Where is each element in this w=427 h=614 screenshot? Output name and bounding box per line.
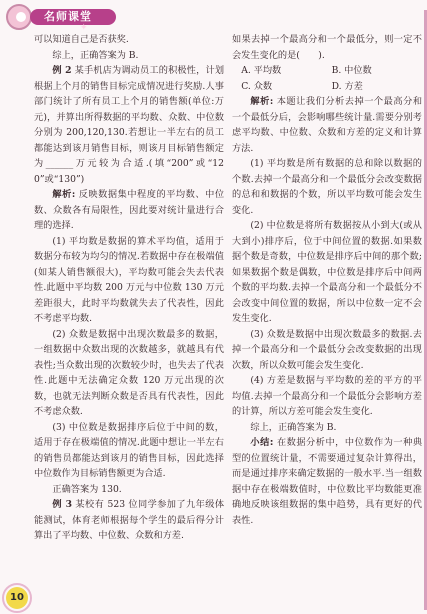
paragraph-text: 综上，正确答案为 B. bbox=[52, 49, 139, 61]
analysis-label: 解析: bbox=[250, 96, 274, 107]
paragraph-text: 本题让我们分析去掉一个最高分和一个最低分后，会影响哪些统计量.需要分别考虑平均数、中位数、众数和方差的定义和计算方法. bbox=[232, 96, 423, 154]
brand-banner bbox=[30, 9, 116, 33]
analysis-label: 解析: bbox=[52, 189, 76, 200]
paragraph-text: 某手机店为调动员工的积极性，计划根据上个月的销售目标完成情况进行奖励.人事部门统计了所有员工上个月的销售额(单位:万元)，并算出所得数据的平均数、众数、中位数分别为 200,120,130.若想让一半左右的员工都能达到该月销售目标，则该月目标销售额定为______万元较为合适.(填“200”或“120”或“130”) bbox=[34, 65, 225, 185]
brand-mascot-icon bbox=[6, 4, 32, 30]
paragraph-text: 如果去掉一个最高分和一个最低分，则一定不会发生变化的是( ). bbox=[232, 34, 422, 61]
option-item: B. 中位数 bbox=[331, 65, 372, 76]
paragraph-text: (4) 方差是数据与平均数的差的平方的平均值.去掉一个最高分和一个最低分会影响方差的计算，所以方差可能会发生变化. bbox=[232, 375, 422, 417]
paragraph-text: 反映数据集中程度的平均数、中位数、众数各有局限性，因此要对统计量进行合理的选择. bbox=[34, 189, 225, 231]
answer-options bbox=[241, 63, 422, 94]
summary-paragraph bbox=[232, 435, 422, 528]
paragraph-text: (1) 平均数是数据的算术平均值，适用于数据分布较为均匀的情况.若数据中存在极端值(如某人销售额很大)，平均数可能会失去代表性.此题中平均数 200 万元与中位数 130 万元差距很大，此时平均数就失去了代表性，因此不考虑平均数. bbox=[34, 235, 224, 324]
body-paragraph bbox=[34, 48, 224, 64]
paragraph-text: 综上，正确答案为 B. bbox=[250, 421, 337, 433]
example-paragraph bbox=[34, 497, 224, 544]
body-paragraph bbox=[232, 32, 422, 63]
paragraph-text: 可以知道自己是否获奖. bbox=[34, 34, 129, 45]
body-paragraph bbox=[34, 420, 224, 482]
analysis-paragraph bbox=[232, 94, 422, 156]
paragraph-text: (2) 众数是数据中出现次数最多的数据，一组数据中众数出现的次数越多，就越具有代表性;当众数出现的次数较少时，也失去了代表性.此题中无法确定众数 120 万元出现的次数，也就无法判断众数是否具有代表性，因此不考虑众数. bbox=[34, 328, 224, 417]
option-item: C. 众数 bbox=[241, 80, 273, 92]
body-paragraph bbox=[232, 327, 422, 374]
body-paragraph bbox=[34, 32, 224, 48]
body-paragraph bbox=[232, 373, 422, 420]
paragraph-text: (1) 平均数是所有数据的总和除以数据的个数.去掉一个最高分和一个最低分会改变数据的总和和数据的个数，所以平均数可能会发生变化. bbox=[232, 158, 422, 216]
paragraph-text: 正确答案为 130. bbox=[52, 483, 122, 495]
body-paragraph bbox=[34, 234, 224, 327]
option-item: D. 方差 bbox=[331, 80, 363, 92]
paragraph-text: (3) 中位数是数据排序后位于中间的数，适用于存在极端值的情况.此题中想让一半左右的销售员都能达到该月的销售目标，因此选择中位数作为目标销售额更为合适. bbox=[34, 421, 224, 479]
page-header bbox=[0, 0, 427, 34]
body-paragraph bbox=[34, 327, 224, 420]
body-paragraph bbox=[232, 420, 422, 436]
body-paragraph bbox=[232, 156, 422, 218]
paragraph-text: (3) 众数是数据中出现次数最多的数据.去掉一个最高分和一个最低分会改变数据的出现次数，所以众数可能会发生变化. bbox=[232, 328, 422, 371]
brand-title: 名师课堂 bbox=[44, 10, 92, 23]
left-column bbox=[34, 32, 224, 544]
body-paragraph bbox=[232, 218, 422, 327]
paragraph-text: (2) 中位数是将所有数据按从小到大(或从大到小)排序后，位于中间位置的数据.如果数据个数是奇数，中位数是排序后中间的那个数;如果数据个数是偶数，中位数是排序后中间两个数的平均数.去掉一个最高分和一个最低分不会改变中间位置的数据，所以中位数一定不会发生变化. bbox=[232, 220, 422, 324]
star-icon: ✦ bbox=[80, 23, 89, 33]
analysis-paragraph bbox=[34, 187, 224, 234]
body-paragraph bbox=[34, 482, 224, 498]
summary-label: 小结: bbox=[250, 437, 274, 448]
page-number: 10 bbox=[6, 587, 28, 609]
example-label: 例 2 bbox=[52, 65, 72, 76]
right-column bbox=[232, 32, 422, 528]
option-item: A. 平均数 bbox=[241, 65, 282, 76]
example-label: 例 3 bbox=[52, 499, 73, 510]
example-paragraph bbox=[34, 63, 224, 187]
paragraph-text: 在数据分析中，中位数作为一种典型的位置统计量，不需要通过复杂计算得出，而是通过排序来确定数据的一般水平.当一组数据中存在极端数值时，中位数比平均数能更准确地反映该组数据的集中趋势，具有更好的代表性. bbox=[232, 437, 423, 526]
paragraph-text: 某校有 523 位同学参加了九年级体能测试，体育老师根据每个学生的最后得分计算出了平均数、中位数、众数和方差. bbox=[34, 499, 225, 541]
